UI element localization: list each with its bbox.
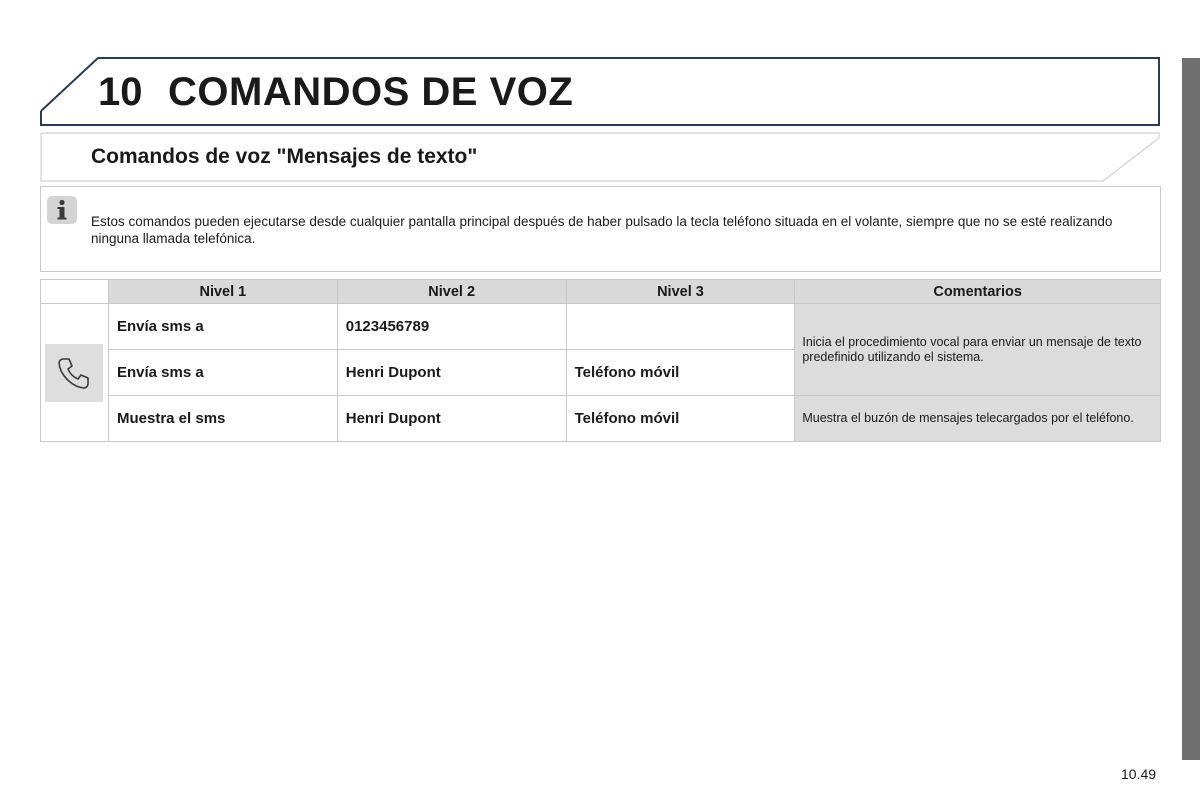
- header-blank-cell: [41, 280, 109, 304]
- chapter-side-bar: [1182, 58, 1200, 760]
- row-1-nivel-2: 0123456789: [337, 304, 566, 350]
- row-2-nivel-2: Henri Dupont: [337, 350, 566, 396]
- chapter-title: COMANDOS DE VOZ: [168, 70, 574, 114]
- row-2-nivel-3: Teléfono móvil: [566, 350, 795, 396]
- chapter-header: [40, 57, 1161, 127]
- header-nivel-2: Nivel 2: [337, 280, 566, 304]
- info-icon: [47, 196, 77, 224]
- section-header: [40, 132, 1161, 182]
- row-3-nivel-2: Henri Dupont: [337, 396, 566, 442]
- voice-commands-table: [40, 279, 1161, 442]
- table-row: [41, 396, 1161, 442]
- header-nivel-1: Nivel 1: [108, 280, 337, 304]
- table-row: [41, 304, 1161, 350]
- row-1-nivel-3: [566, 304, 795, 350]
- page-number: 10.49: [1121, 766, 1157, 782]
- info-text: Estos comandos pueden ejecutarse desde cualquier pantalla principal después de haber pulsado la tecla teléfono situada en el volante, siempre que no se esté realizando ninguna llamada telefónica.: [91, 214, 1113, 246]
- chapter-number: 10: [98, 70, 143, 114]
- comment-send-sms: Inicia el procedimiento vocal para enviar un mensaje de texto predefinido utilizando el sistema.: [795, 304, 1161, 396]
- row-1-nivel-1: Envía sms a: [108, 304, 337, 350]
- row-2-nivel-1: Envía sms a: [108, 350, 337, 396]
- header-comentarios: Comentarios: [795, 280, 1161, 304]
- header-nivel-3: Nivel 3: [566, 280, 795, 304]
- row-3-nivel-1: Muestra el sms: [108, 396, 337, 442]
- row-3-nivel-3: Teléfono móvil: [566, 396, 795, 442]
- phone-icon-cell: [41, 304, 109, 442]
- info-box: [40, 186, 1161, 272]
- comment-show-sms: Muestra el buzón de mensajes telecargados por el teléfono.: [795, 396, 1161, 442]
- section-title: Comandos de voz "Mensajes de texto": [91, 145, 478, 168]
- table-header-row: [41, 280, 1161, 304]
- phone-icon: [45, 344, 103, 402]
